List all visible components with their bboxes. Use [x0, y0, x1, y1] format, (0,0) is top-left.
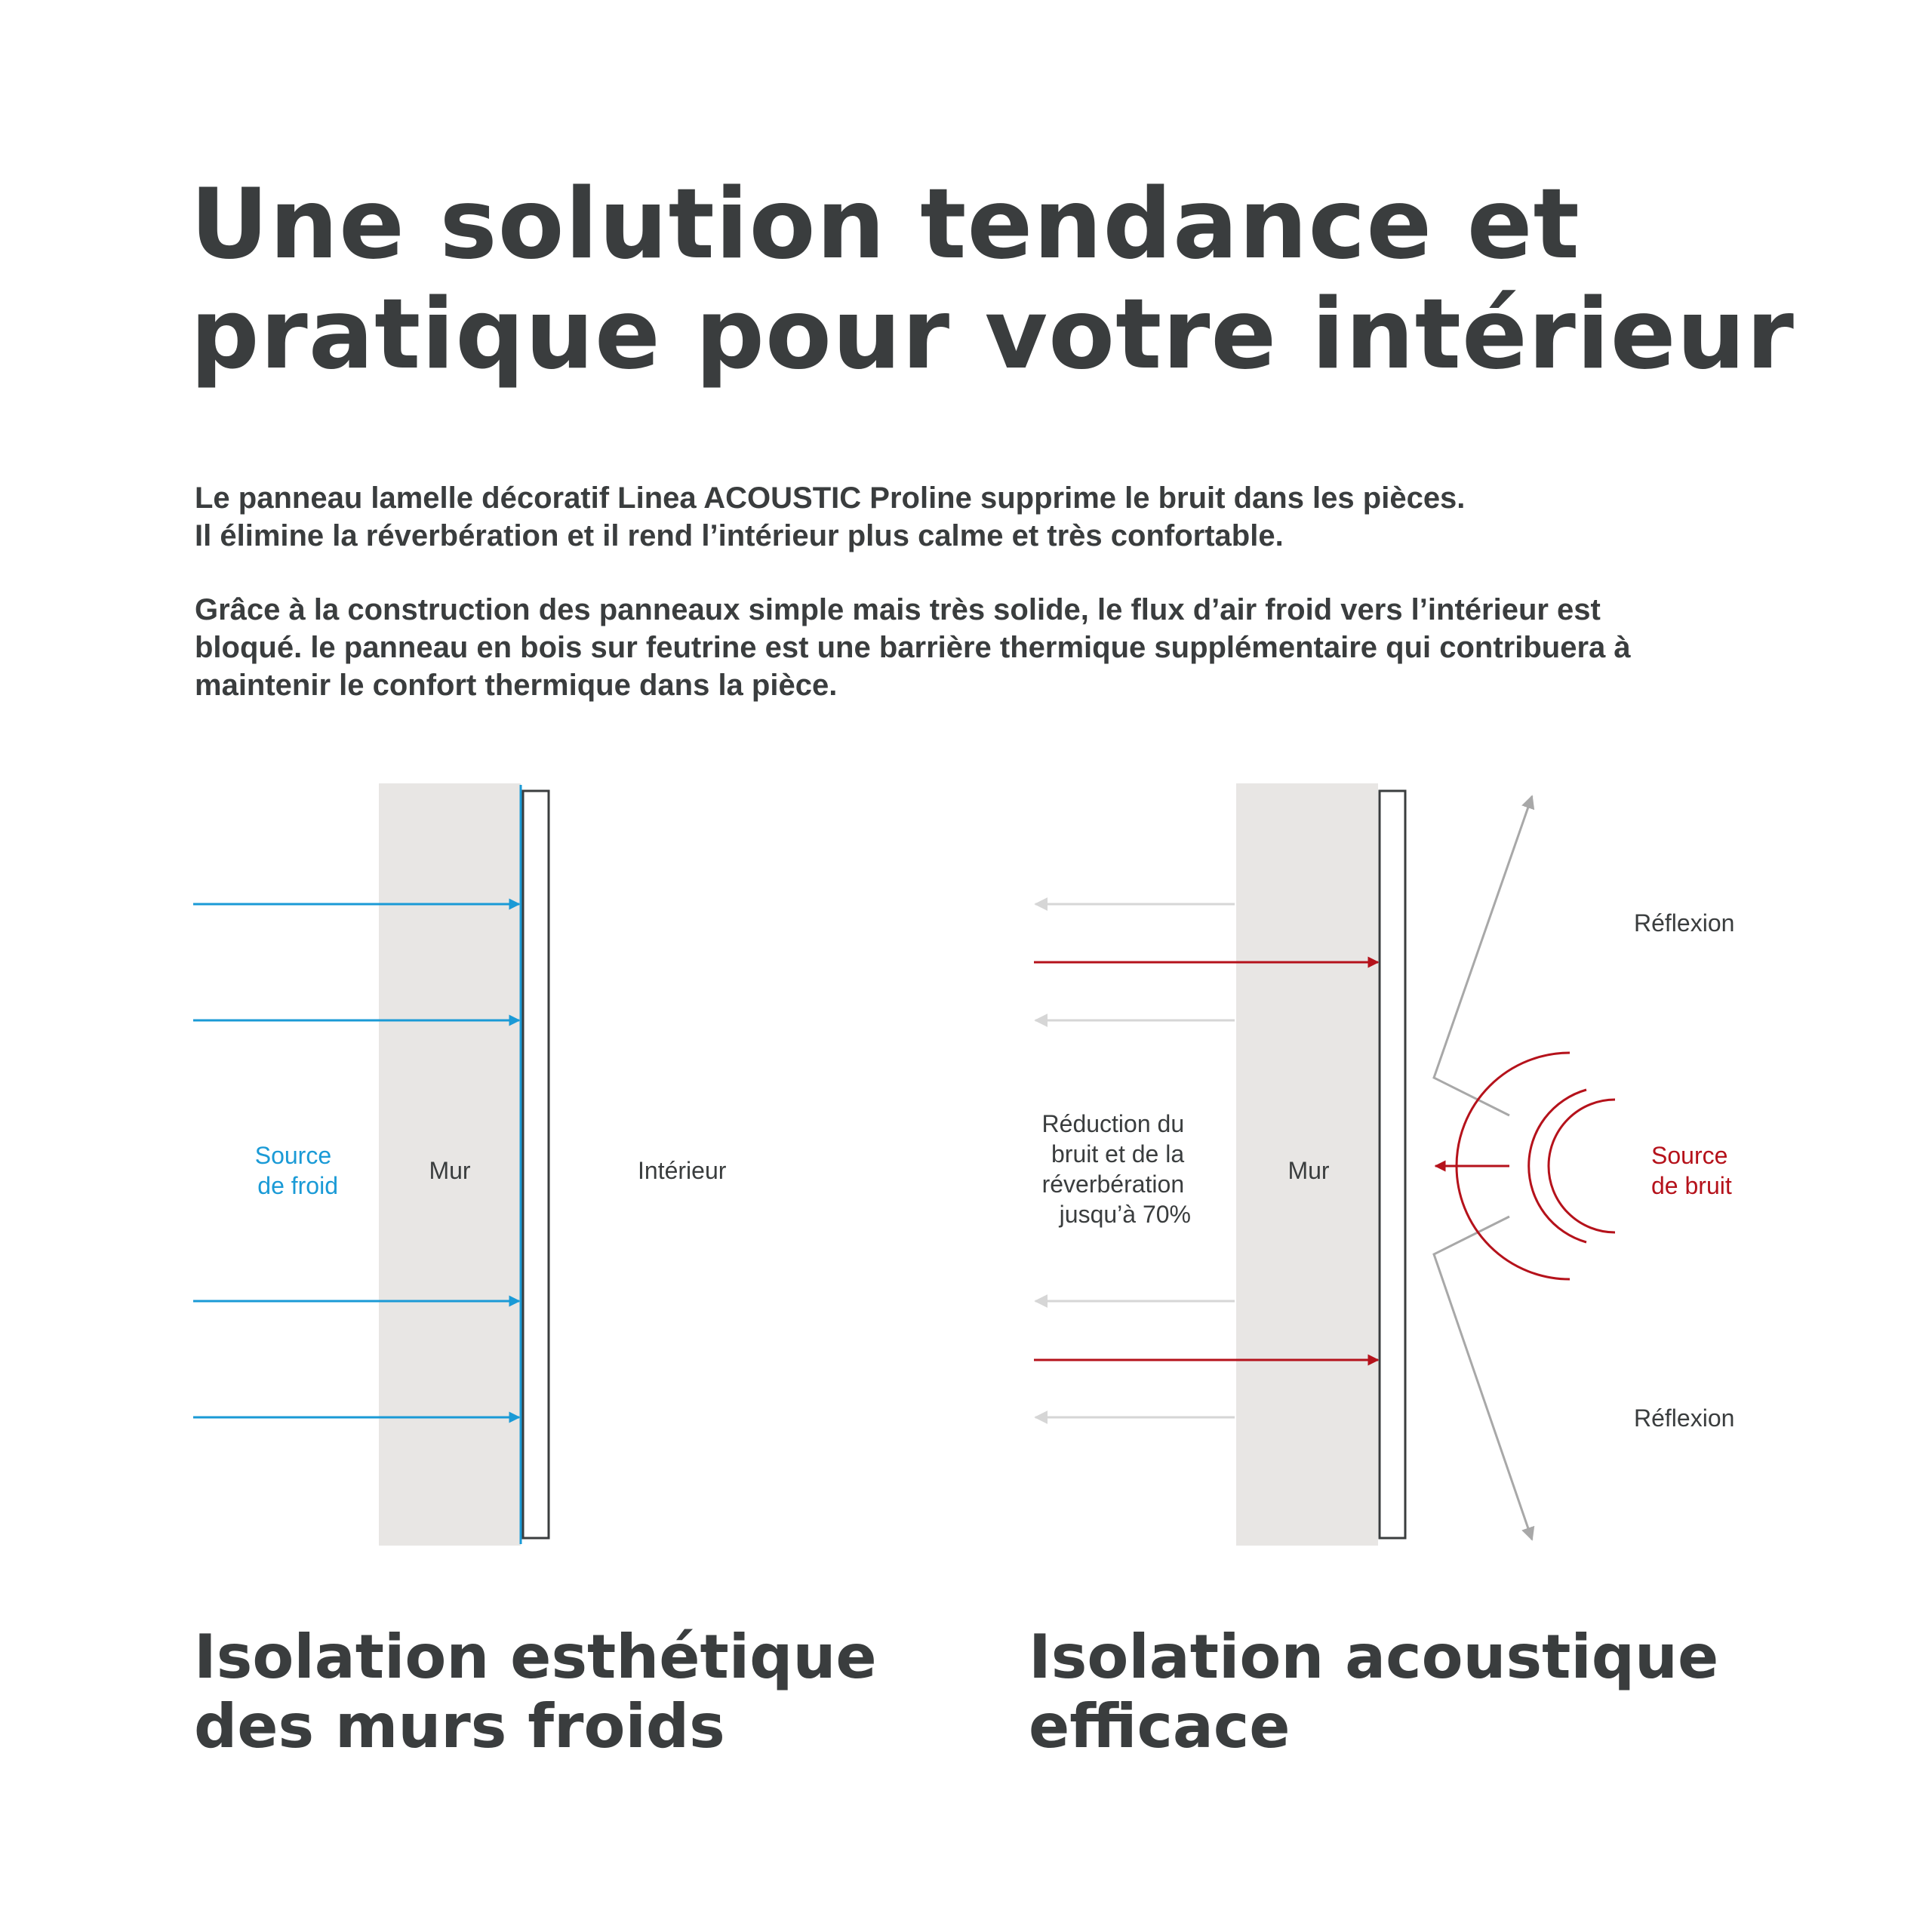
- wall-label: Mur: [1287, 1157, 1330, 1184]
- noise-source-label: Source de bruit: [1651, 1142, 1732, 1199]
- interior-label: Intérieur: [638, 1157, 727, 1184]
- intro-text: Grâce à la construction des panneaux simple mais très solide, le flux d’air froid vers l’intérieur est: [195, 593, 1601, 626]
- caption-cold-walls: [194, 1623, 877, 1761]
- wall-label: Mur: [429, 1157, 471, 1184]
- acoustic-diagram: [1034, 783, 1734, 1546]
- reflection-top-label: Réflexion: [1634, 909, 1735, 937]
- intro-text: maintenir le confort thermique dans la pièce.: [195, 669, 838, 702]
- cold-wall-diagram: [193, 783, 727, 1546]
- reduction-label: Réduction du bruit et de la réverbération jusqu’à 70%: [1041, 1110, 1191, 1228]
- reflection-path-bottom: [1434, 1217, 1532, 1540]
- wood-panel: [523, 791, 549, 1538]
- cold-source-label: Source de froid: [254, 1142, 338, 1199]
- intro-text: Le panneau lamelle décoratif Linea ACOUSTIC Proline supprime le bruit dans les pièces.: [195, 481, 1466, 515]
- caption-line: Isolation esthétique: [194, 1622, 877, 1692]
- acoustic-panel: [1380, 791, 1405, 1538]
- caption-acoustic: [1029, 1623, 1718, 1761]
- intro-text: Il élimine la réverbération et il rend l’intérieur plus calme et très confortable.: [195, 519, 1284, 552]
- caption-line: des murs froids: [194, 1691, 725, 1761]
- intro-text: bloqué. le panneau en bois sur feutrine est une barrière thermique supplémentaire qui contribuera à: [195, 631, 1631, 664]
- caption-line: efficace: [1029, 1691, 1291, 1761]
- reflection-bottom-label: Réflexion: [1634, 1404, 1735, 1432]
- caption-line: Isolation acoustique: [1029, 1622, 1719, 1692]
- reflection-path-top: [1434, 796, 1532, 1115]
- title-line-1: Une solution tendance et: [190, 168, 1580, 281]
- title-line-2: pratique pour votre intérieur: [190, 278, 1795, 391]
